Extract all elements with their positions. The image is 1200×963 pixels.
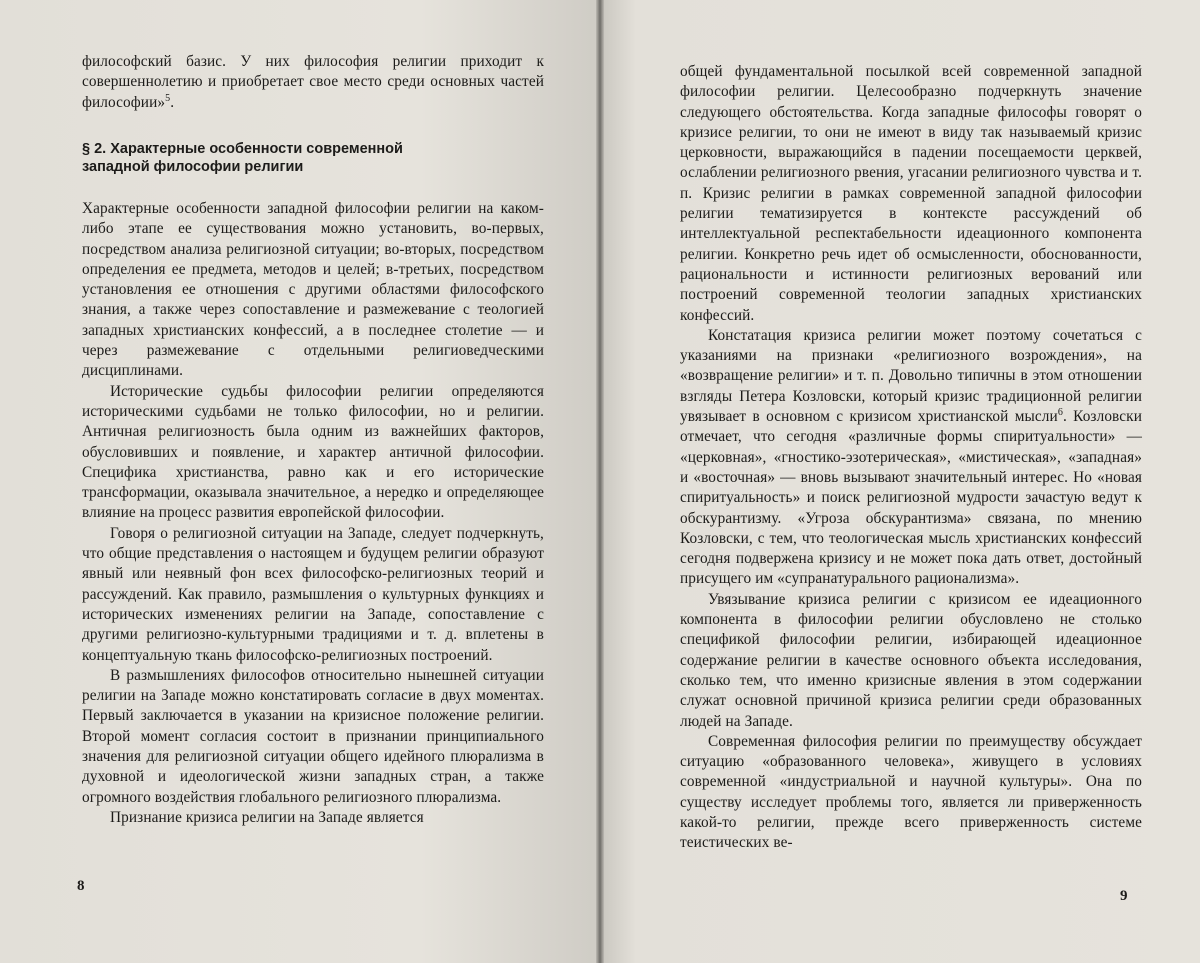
paragraph: Увязывание кризиса религии с кризисом ее идеационного компонента в философии религии обусловлено не столько спецификой философии религии, избирающей идеационное содержание религии в качестве основного объекта исследования, сколько тем, что именно кризисные явления в этом содержании служат основной причиной кризиса религии среди образованных людей на Западе.	[680, 590, 1142, 730]
left-body	[82, 199, 544, 828]
heading-line-2: западной философии религии	[82, 159, 304, 175]
paragraph	[680, 326, 1142, 590]
paragraph-text: Констатация кризиса религии может поэтому сочетаться с указаниями на признаки «религиозного возрождения», на «возвращение религии» и т. п. Довольно типичны в этом отношении взгляды Петера Козловски, который кризис традиционной религии увязывает в основном с кризисом христианской мысли	[680, 326, 1142, 426]
paragraph: общей фундаментальной посылкой всей современной западной философии религии. Целесообразно подчеркнуть значение следующего обстоятельства. Когда западные философы говорят о кризисе религии, то они не имеют в виду так называемый кризис церковности, выражающийся в падении посещаемости церквей, ослаблении религиозного рвения, угасании религиозного чувства и т. п. Кризис религии в рамках современной западной философии религии тематизируется в контексте рассуждений об интеллектуальной респектабельности идеационного компонента религии. Конкретно речь идет об осмысленности, обоснованности, рациональности и истинности религиозных верований или построений современной теологии западных христианских конфессий.	[680, 63, 1142, 324]
intro-paragraph	[82, 52, 544, 113]
paragraph: В размышлениях философов относительно нынешней ситуации религии на Западе можно констатировать согласие в двух моментах. Первый заключается в указании на кризисное положение религии. Второй момент согласия состоит в признании принципиального значения для религиозной ситуации общего идейного плюрализма в духовной и идеологической жизни западных стран, а также огромного воздействия глобального религиозного плюрализма.	[82, 666, 544, 806]
paragraph: Говоря о религиозной ситуации на Западе, следует подчеркнуть, что общие представления о настоящем и будущем религии образуют явный или неявный фон всех философско-религиозных теорий и рассуждений. Как правило, размышления о культурных функциях и исторических изменениях религии на Западе, сопоставление с другими религиозно-культурными традициями и т. д. вплетены в концептуальную ткань философско-религиозных построений.	[82, 524, 544, 664]
right-body	[680, 62, 1142, 854]
footnote-ref: 5	[165, 92, 171, 104]
intro-end: .	[170, 93, 175, 111]
intro-text: философский базис. У них философия религии приходит к совершеннолетию и приобретает свое место среди основных частей философии»	[82, 53, 544, 111]
paragraph: Исторические судьбы философии религии определяются историческими судьбами не только философии, но и религии. Античная религиозность была одним из важнейших факторов, обусловивших и появление, и характер античной философии. Специфика христианства, равно как и его исторические трансформации, оказывала значительное, а нередко и определяющее влияние на процесс развития европейской философии.	[82, 382, 544, 522]
paragraph: Характерные особенности западной философии религии на каком-либо этапе ее существования можно установить, во-первых, посредством анализа религиозной ситуации; во-вторых, посредством определения ее предмета, методов и целей; в-третьих, посредством установления ее отношения с другими областями философского знания, а также через сопоставление и размежевание с теологией западных христианских конфессий, а в последнее столетие — и через размежевание с отдельными религиоведческими дисциплинами.	[82, 200, 544, 380]
page-number-right: 9	[1120, 888, 1128, 904]
book-gutter	[596, 0, 604, 963]
paragraph-continuation: . Козловски отмечает, что сегодня «различные формы спиритуальности» — «церковная», «гностико-эзотерическая», «мистическая», «западная» и «восточная» — вновь вызывают значительный интерес. Но «новая спиритуальность» и поиск религиозной мудрости зачастую ведут к обскурантизму. «Угроза обскурантизма» связана, по мнению Козловски, с тем, что теологическая мысль христианских конфессий сегодня подвержена кризису и не может пока дать ответ, достойный присущего им «супранатурального рационализма».	[680, 408, 1143, 588]
page-number-left: 8	[77, 878, 85, 894]
section-heading	[82, 140, 512, 176]
paragraph: Признание кризиса религии на Западе является	[110, 808, 424, 826]
heading-line-1: § 2. Характерные особенности современной	[82, 141, 403, 157]
paragraph: Современная философия религии по преимуществу обсуждает ситуацию «образованного человека», живущего в условиях современной «индустриальной и научной культуры». Она по существу исследует проблемы того, является ли приверженность какой-то религии, прежде всего приверженность системе теистических ве-	[680, 732, 1142, 852]
footnote-ref: 6	[1057, 406, 1063, 418]
